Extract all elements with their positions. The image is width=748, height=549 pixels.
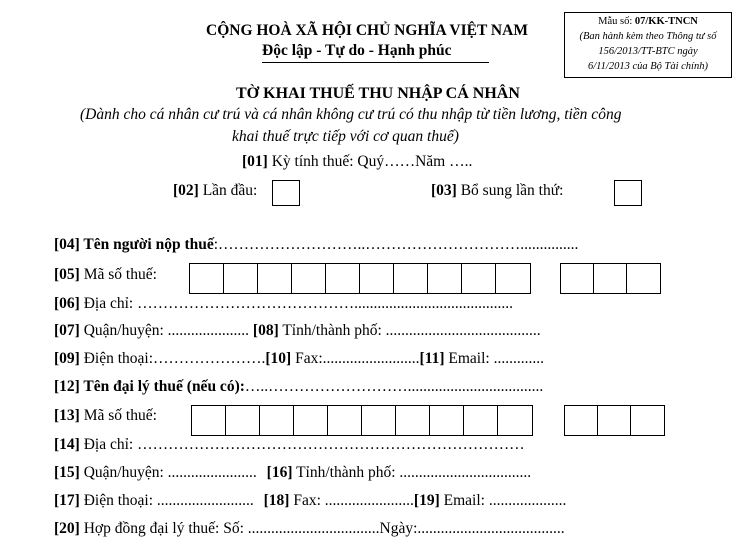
form-number-box xyxy=(564,12,732,78)
agent-email-label: Email: xyxy=(439,492,489,509)
tax-agent-name-label: Tên đại lý thuế (nếu có): xyxy=(79,378,245,395)
tax-code-cell[interactable] xyxy=(294,406,328,435)
agent-fax-label: Fax: xyxy=(289,492,325,509)
tax-code-cell[interactable] xyxy=(430,406,464,435)
tax-code-cell[interactable] xyxy=(396,406,430,435)
page-title: TỜ KHAI THUẾ THU NHẬP CÁ NHÂN xyxy=(236,85,520,102)
tax-code-cell[interactable] xyxy=(326,264,360,293)
fax-dots: ......................... xyxy=(322,350,420,367)
fax-label: Fax: xyxy=(291,350,323,367)
province-dots: ........................................ xyxy=(385,322,541,339)
tax-code-cell[interactable] xyxy=(496,264,530,293)
form-decree-line2: 156/2013/TT-BTC ngày xyxy=(598,46,698,57)
tax-code-suffix-cell[interactable] xyxy=(631,406,664,435)
nation-title: CỘNG HOÀ XÃ HỘI CHỦ NGHĨA VIỆT NAM xyxy=(206,22,528,39)
tax-code-cell[interactable] xyxy=(328,406,362,435)
email-code: [11] xyxy=(419,350,445,367)
taxpayer-address-field[interactable] xyxy=(54,295,513,313)
district-label: Quận/huyện: xyxy=(79,322,168,339)
tax-code-suffix-cell[interactable] xyxy=(594,264,627,293)
fax-code: [10] xyxy=(265,350,292,367)
agent-fax-dots: ....................... xyxy=(324,492,414,509)
tax-code-cell[interactable] xyxy=(462,264,496,293)
contract-date-dots: ...................................... xyxy=(417,520,565,537)
form-decree-line1: (Ban hành kèm theo Thông tư số xyxy=(579,31,717,42)
email-label: Email: xyxy=(444,350,494,367)
tax-agent-tax-code-cells[interactable] xyxy=(191,405,533,436)
form-decree-line3: 6/11/2013 của Bộ Tài chính) xyxy=(588,61,708,72)
contract-number-dots: .................................. xyxy=(247,520,380,537)
first-time-text: Lần đầu: xyxy=(198,182,258,199)
tax-period xyxy=(242,153,472,171)
agent-fax-code: [18] xyxy=(263,492,290,509)
first-time-code: [02] xyxy=(173,182,199,199)
supplement-checkbox[interactable] xyxy=(614,180,642,206)
taxpayer-tax-code-code: [05] xyxy=(54,266,80,283)
taxpayer-tax-code-label xyxy=(54,266,157,284)
subtitle-line-2: khai thuế trực tiếp với cơ quan thuế) xyxy=(232,128,459,145)
taxpayer-name-label: Tên người nộp thuế xyxy=(79,236,214,253)
tax-code-suffix-cell[interactable] xyxy=(627,264,660,293)
agent-phone-dots: ......................... xyxy=(156,492,254,509)
taxpayer-district-province-row[interactable] xyxy=(54,322,541,340)
tax-agent-contact-row[interactable] xyxy=(54,492,566,510)
tax-code-cell[interactable] xyxy=(292,264,326,293)
phone-code: [09] xyxy=(54,350,80,367)
form-code: 07/KK-TNCN xyxy=(634,16,698,27)
taxpayer-address-label: Địa chỉ: xyxy=(79,295,138,312)
subtitle-line-1: (Dành cho cá nhân cư trú và cá nhân không cư trú có thu nhập từ tiền lương, tiền công xyxy=(80,106,622,123)
agent-district-dots: ....................... xyxy=(167,464,257,481)
tax-code-suffix-cell[interactable] xyxy=(565,406,598,435)
tax-code-cell[interactable] xyxy=(226,406,260,435)
tax-agent-tax-code-text: Mã số thuế: xyxy=(79,407,157,424)
tax-code-cell[interactable] xyxy=(428,264,462,293)
agency-contract-row[interactable] xyxy=(54,520,565,538)
taxpayer-tax-code-cells[interactable] xyxy=(189,263,531,294)
province-code: [08] xyxy=(252,322,279,339)
first-time-label xyxy=(173,182,257,200)
district-code: [07] xyxy=(54,322,80,339)
first-time-checkbox[interactable] xyxy=(272,180,300,206)
agent-province-dots: .................................. xyxy=(399,464,532,481)
tax-agent-name-dots: …..………………………................................... xyxy=(244,378,544,395)
tax-code-suffix-cell[interactable] xyxy=(598,406,631,435)
tax-code-cell[interactable] xyxy=(258,264,292,293)
supplement-label xyxy=(431,182,563,200)
contract-code: [20] xyxy=(54,520,80,537)
agent-phone-code: [17] xyxy=(54,492,80,509)
tax-agent-tax-code-suffix-cells[interactable] xyxy=(564,405,665,436)
form-number-prefix: Mẫu số: xyxy=(598,16,635,27)
agent-email-code: [19] xyxy=(413,492,440,509)
contract-label: Hợp đồng đại lý thuế: Số: xyxy=(79,520,248,537)
tax-code-cell[interactable] xyxy=(224,264,258,293)
agent-province-code: [16] xyxy=(266,464,293,481)
tax-agent-address-code: [14] xyxy=(54,436,80,453)
agent-district-label: Quận/huyện: xyxy=(79,464,168,481)
tax-code-cell[interactable] xyxy=(190,264,224,293)
taxpayer-tax-code-suffix-cells[interactable] xyxy=(560,263,661,294)
tax-agent-tax-code-label xyxy=(54,407,157,425)
taxpayer-address-code: [06] xyxy=(54,295,80,312)
tax-agent-tax-code-code: [13] xyxy=(54,407,80,424)
taxpayer-address-dots: ……………………………………......................................... xyxy=(137,295,513,312)
tax-period-code: [01] xyxy=(242,153,268,170)
tax-agent-district-province-row[interactable] xyxy=(54,464,531,482)
tax-code-cell[interactable] xyxy=(192,406,226,435)
tax-code-cell[interactable] xyxy=(260,406,294,435)
tax-agent-address-label: Địa chỉ: xyxy=(79,436,138,453)
agent-phone-label: Điện thoại: xyxy=(79,492,157,509)
tax-code-suffix-cell[interactable] xyxy=(561,264,594,293)
province-label: Tỉnh/thành phố: xyxy=(278,322,386,339)
district-dots: ..................... xyxy=(167,322,250,339)
taxpayer-name-dots: :………………………..…………………………............... xyxy=(213,236,579,253)
supplement-code: [03] xyxy=(431,182,457,199)
email-dots: ............. xyxy=(493,350,544,367)
agent-district-code: [15] xyxy=(54,464,80,481)
motto-underline xyxy=(262,62,489,63)
tax-code-cell[interactable] xyxy=(464,406,498,435)
phone-label: Điện thoại: xyxy=(79,350,154,367)
tax-code-cell[interactable] xyxy=(362,406,396,435)
tax-agent-name-code: [12] xyxy=(54,378,80,395)
tax-agent-address-field[interactable] xyxy=(54,436,525,454)
agent-province-label: Tỉnh/thành phố: xyxy=(292,464,400,481)
taxpayer-contact-row[interactable] xyxy=(54,350,544,368)
tax-code-cell[interactable] xyxy=(498,406,532,435)
supplement-text: Bổ sung lần thứ: xyxy=(456,182,564,199)
contract-date-label: Ngày: xyxy=(379,520,418,537)
motto: Độc lập - Tự do - Hạnh phúc xyxy=(262,42,452,59)
tax-code-cell[interactable] xyxy=(360,264,394,293)
tax-period-text: Kỳ tính thuế: Quý……Năm ….. xyxy=(267,153,473,170)
taxpayer-name-field[interactable] xyxy=(54,236,578,254)
phone-dots: …………………. xyxy=(153,350,266,367)
tax-code-cell[interactable] xyxy=(394,264,428,293)
taxpayer-name-code: [04] xyxy=(54,236,80,253)
taxpayer-tax-code-text: Mã số thuế: xyxy=(79,266,157,283)
tax-agent-address-dots: ………………………………………………………………… xyxy=(137,436,525,453)
agent-email-dots: .................... xyxy=(488,492,567,509)
tax-agent-name-field[interactable] xyxy=(54,378,543,396)
